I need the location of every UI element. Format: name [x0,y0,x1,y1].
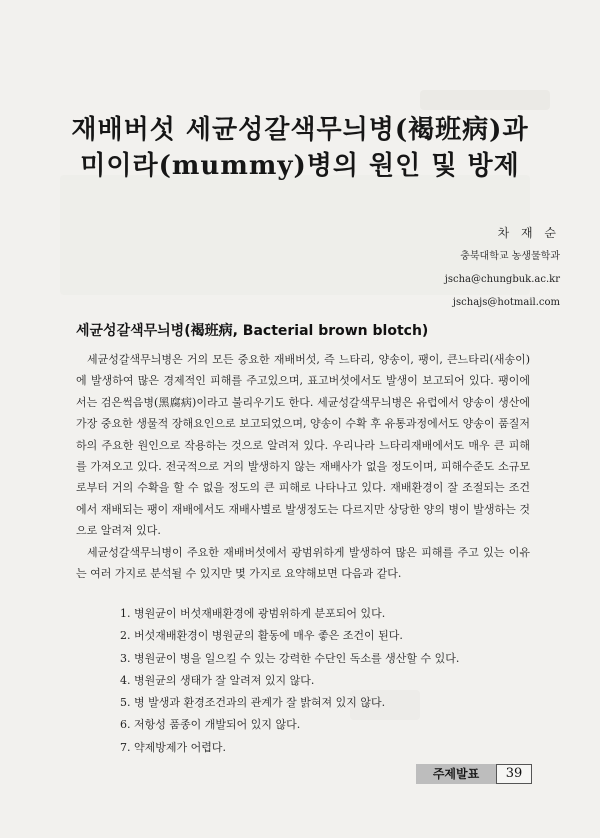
footer-section-label: 주제발표 [416,764,496,784]
list-item: 7. 약제방제가 어렵다. [120,740,226,754]
title-line-2: 미이라(mummy)병의 원인 및 방제 [80,151,520,181]
title-line-1: 재배버섯 세균성갈색무늬병(褐班病)과 [71,115,529,145]
list-item: 1. 병원균이 버섯재배환경에 광범위하게 분포되어 있다. [120,607,386,620]
list-item: 3. 병원균이 병을 일으킬 수 있는 강력한 수단인 독소를 생산할 수 있다. [120,651,460,665]
list-item: 4. 병원균의 생태가 잘 알려져 있지 않다. [120,673,315,687]
paragraph-1: 세균성갈색무늬병은 거의 모든 중요한 재배버섯, 즉 느타리, 양송이, 팽이, 큰느타리(새송이)에 발생하여 많은 경제적인 피해를 주고있으며, 표고버섯에서도 발생이 보고되어 있다. 팽이에서는 검은썩음병(黑腐病)이라고 불리우기도 한다. 세균성갈색무늬병은 유럽에서 양송이 생산에 가장 중요한 생물적 장해요인으로 보고되었으며, 양송이 수확 후 유통과정에서도 양송이 품질저하의 주요한 원인으로 작용하는 것으로 알려져 있다. 우리나라 느타리재배에서도 매우 큰 피해를 가져오고 있다. 전국적으로 거의 발생하지 않는 재배사가 없을 정도이며, 피해수준도 소규모로부터 거의 수확을 할 수 없을 정도의 큰 피해로 나타나고 있다. 재배환경이 잘 조절되는 조건에서 재배되는 팽이 재배에서도 재배사별로 발생정도는 다르지만 상당한 양의 병이 발생하는 것으로 알려져 있다. [76,353,530,538]
page-number: 39 [496,764,532,784]
author-block [445,222,560,314]
list-item: 6. 저항성 품종이 개발되어 있지 않다. [120,718,301,732]
author-email-2: jschajs@hotmail.com [452,297,560,308]
paragraph-2: 세균성갈색무늬병이 주요한 재배버섯에서 광범위하게 발생하여 많은 피해를 주고 있는 이유는 여러 가지로 분석될 수 있지만 몇 가지로 요약해보면 다음과 같다. [76,545,530,581]
article-title [40,112,560,184]
reasons-list [120,603,459,759]
list-item: 5. 병 발생과 환경조건과의 관계가 잘 밝혀져 있지 않다. [120,696,386,710]
section-heading: 세균성갈색무늬병(褐班病, Bacterial brown blotch) [76,323,429,339]
bleed-through-shadow [420,90,550,110]
author-affiliation: 충북대학교 농생물학과 [460,251,560,262]
list-item: 2. 버섯재배환경이 병원균의 활동에 매우 좋은 조건이 된다. [120,629,403,643]
body-text [76,349,530,584]
author-name: 차 재 순 [497,226,560,240]
author-email-1: jscha@chungbuk.ac.kr [444,274,560,285]
